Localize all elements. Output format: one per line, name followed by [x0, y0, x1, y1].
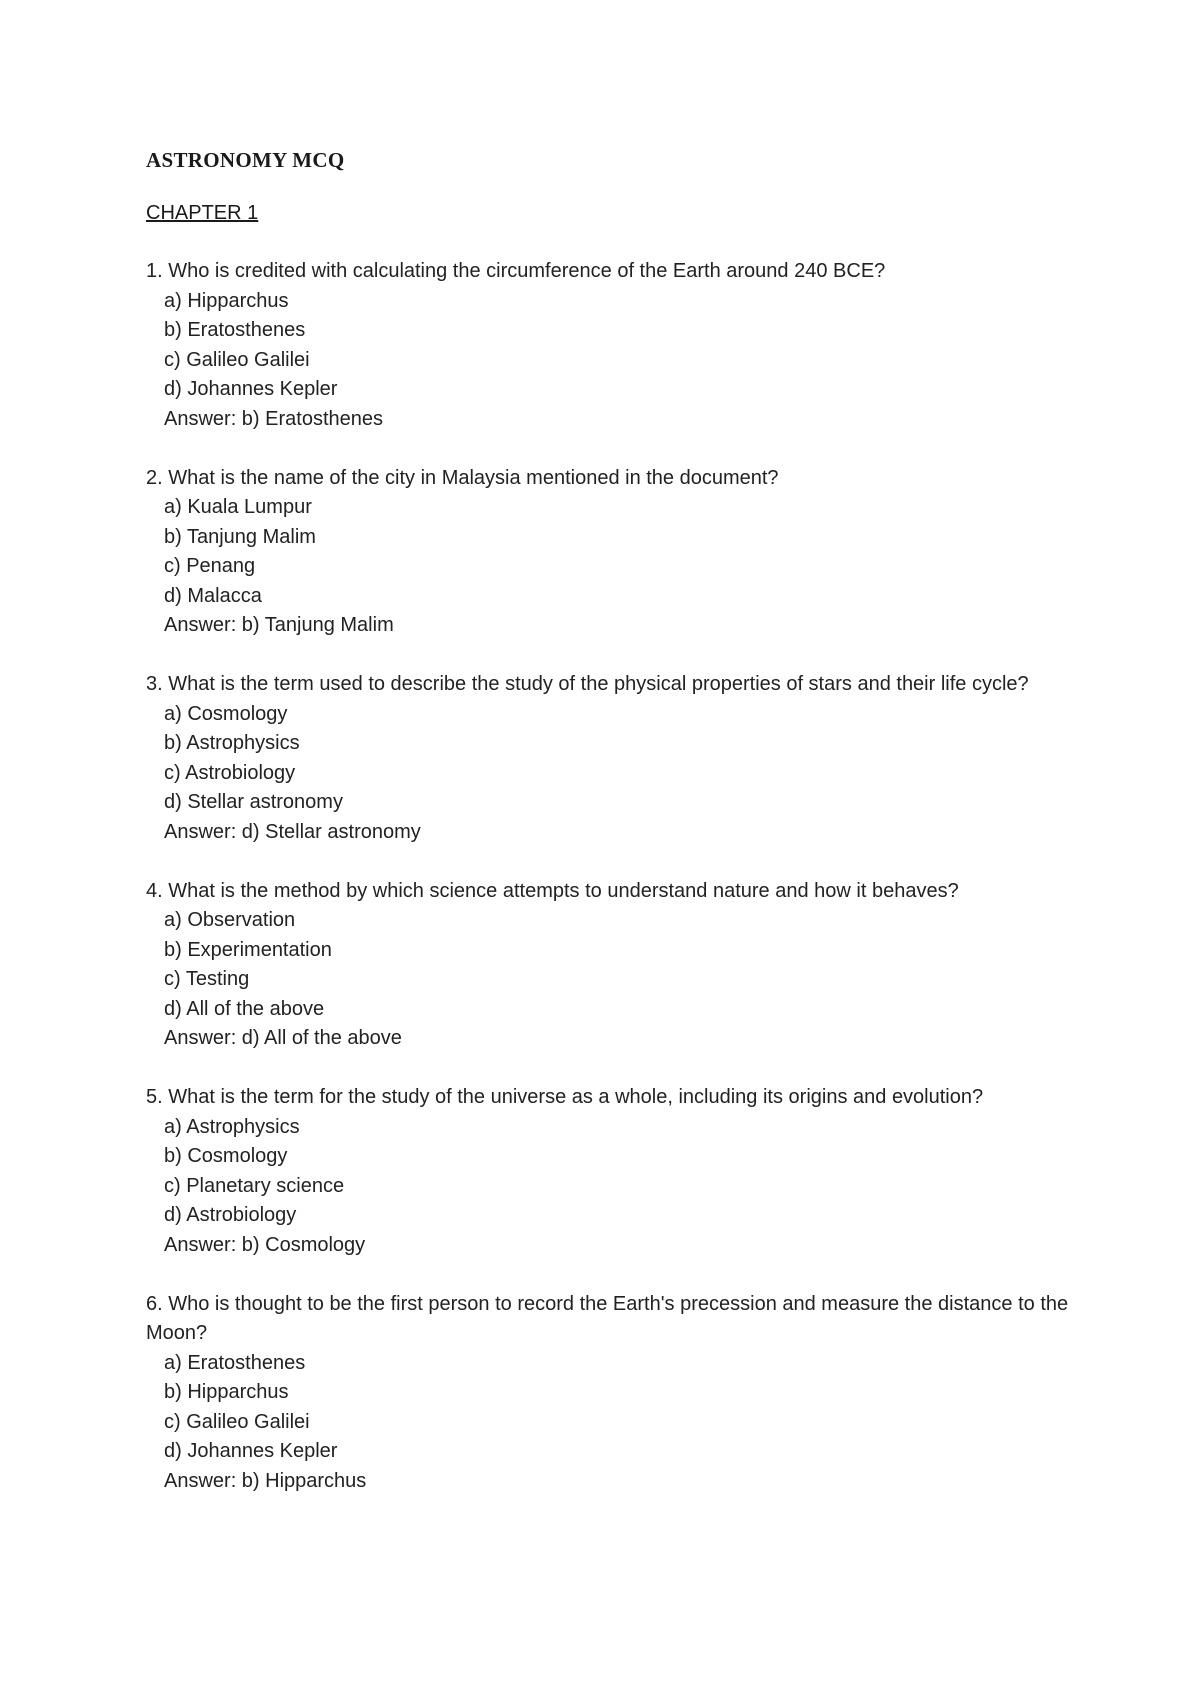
- question-list: [146, 257, 1076, 1496]
- document-title: ASTRONOMY MCQ: [146, 148, 345, 172]
- question-item: [146, 670, 1076, 847]
- option-b: b) Tanjung Malim: [164, 525, 316, 548]
- option-a: a) Astrophysics: [164, 1115, 300, 1138]
- answer-text: Answer: d) All of the above: [164, 1027, 402, 1049]
- option-b: b) Hipparchus: [164, 1381, 289, 1403]
- option-d: d) Malacca: [164, 584, 262, 607]
- answer-text: Answer: b) Hipparchus: [164, 1469, 367, 1492]
- option-c: c) Galileo Galilei: [164, 1410, 310, 1433]
- option-d: d) Johannes Kepler: [164, 1440, 338, 1462]
- question-text: 4. What is the method by which science attempts to understand nature and how it behaves?: [146, 879, 959, 902]
- question-item: [146, 1083, 1076, 1260]
- question-item: [146, 464, 1076, 641]
- option-c: c) Planetary science: [164, 1174, 345, 1197]
- option-a: a) Cosmology: [164, 702, 288, 725]
- option-b: b) Astrophysics: [164, 732, 300, 754]
- question-item: [146, 1290, 1076, 1497]
- question-text: 6. Who is thought to be the first person to record the Earth's precession and measure the distance to the Moon?: [146, 1292, 1069, 1344]
- option-d: d) All of the above: [164, 997, 325, 1020]
- option-a: a) Hipparchus: [164, 289, 289, 312]
- question-item: [146, 877, 1076, 1054]
- answer-text: Answer: b) Cosmology: [164, 1233, 366, 1256]
- option-c: c) Penang: [164, 555, 256, 577]
- question-text: 5. What is the term for the study of the universe as a whole, including its origins and evolution?: [146, 1086, 984, 1108]
- option-a: a) Kuala Lumpur: [164, 496, 312, 518]
- question-text: 2. What is the name of the city in Malaysia mentioned in the document?: [146, 466, 779, 489]
- document-page: [146, 140, 1076, 1526]
- option-b: b) Cosmology: [164, 1145, 288, 1167]
- option-d: d) Astrobiology: [164, 1204, 297, 1226]
- chapter-heading: CHAPTER 1: [146, 202, 259, 224]
- option-a: a) Eratosthenes: [164, 1351, 306, 1374]
- question-text: 3. What is the term used to describe the study of the physical properties of stars and their life cycle?: [146, 673, 1029, 695]
- option-d: d) Stellar astronomy: [164, 791, 343, 813]
- option-c: c) Testing: [164, 968, 250, 990]
- question-text: 1. Who is credited with calculating the circumference of the Earth around 240 BCE?: [146, 260, 886, 282]
- option-c: c) Galileo Galilei: [164, 348, 310, 371]
- question-item: [146, 257, 1076, 434]
- option-b: b) Experimentation: [164, 938, 332, 961]
- option-c: c) Astrobiology: [164, 761, 296, 784]
- answer-text: Answer: b) Eratosthenes: [164, 407, 383, 430]
- option-d: d) Johannes Kepler: [164, 378, 338, 400]
- option-a: a) Observation: [164, 909, 296, 931]
- answer-text: Answer: b) Tanjung Malim: [164, 614, 394, 636]
- option-b: b) Eratosthenes: [164, 319, 306, 341]
- answer-text: Answer: d) Stellar astronomy: [164, 820, 421, 843]
